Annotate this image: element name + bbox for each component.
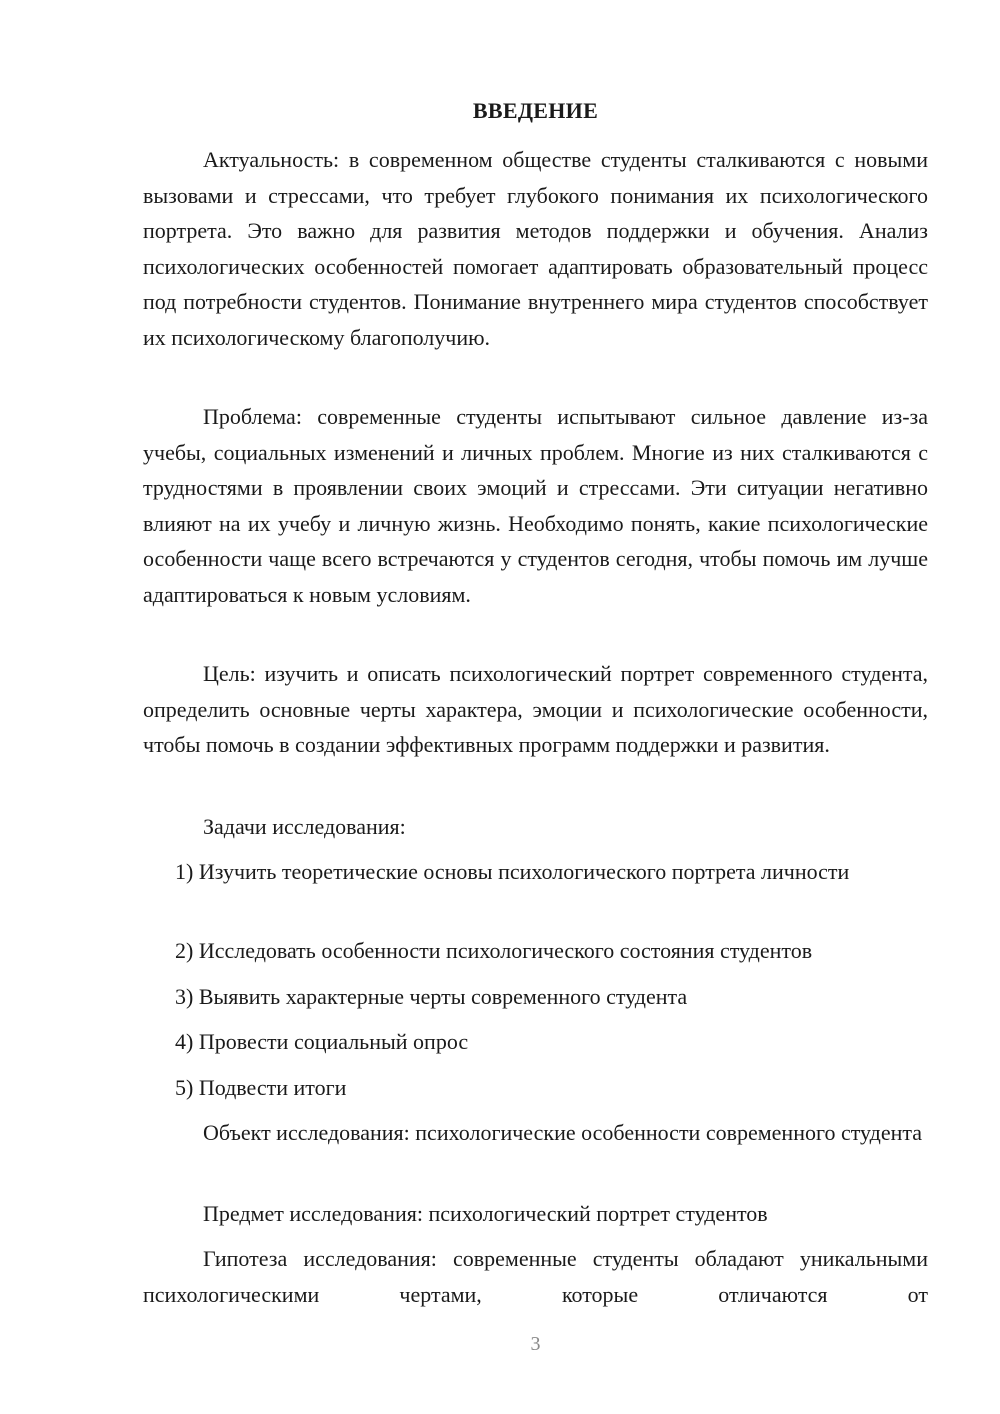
research-subject: Предмет исследования: психологический портрет студентов [203, 1201, 768, 1226]
task-item-1: 1) Изучить теоретические основы психологического портрета личности [175, 859, 850, 884]
task-item-3: 3) Выявить характерные черты современного студента [175, 984, 688, 1009]
research-hypothesis: Гипотеза исследования: современные студенты обладают уникальными психологическими чертами, которые отличаются от [143, 1246, 928, 1307]
paragraph-goal: Цель: изучить и описать психологический портрет современного студента, определить основные черты характера, эмоции и психологические особенности, чтобы помочь в создании эффективных программ поддержки и развития. [143, 661, 928, 757]
page-number: 3 [530, 1333, 541, 1355]
document-page [143, 0, 928, 1414]
task-item-5: 5) Подвести итоги [175, 1075, 347, 1100]
section-title: ВВЕДЕНИЕ [472, 98, 599, 123]
research-object: Объект исследования: психологические особенности современного студента [203, 1120, 923, 1145]
paragraph-relevance: Актуальность: в современном обществе студенты сталкиваются с новыми вызовами и стрессами, что требует глубокого понимания их психологического портрета. Это важно для развития методов поддержки и обучения. Анализ психологических особенностей помогает адаптировать образовательный процесс под потребности студентов. Понимание внутреннего мира студентов способствует их психологическому благополучию. [143, 147, 928, 350]
task-item-2: 2) Исследовать особенности психологического состояния студентов [175, 938, 813, 963]
tasks-heading: Задачи исследования: [203, 814, 406, 839]
task-item-4: 4) Провести социальный опрос [175, 1029, 469, 1054]
paragraph-problem: Проблема: современные студенты испытывают сильное давление из-за учебы, социальных изменений и личных проблем. Многие из них сталкиваются с трудностями в проявлении своих эмоций и стрессами. Эти ситуации негативно влияют на их учебу и личную жизнь. Необходимо понять, какие психологические особенности чаще всего встречаются у студентов сегодня, чтобы помочь им лучше адаптироваться к новым условиям. [143, 404, 928, 607]
